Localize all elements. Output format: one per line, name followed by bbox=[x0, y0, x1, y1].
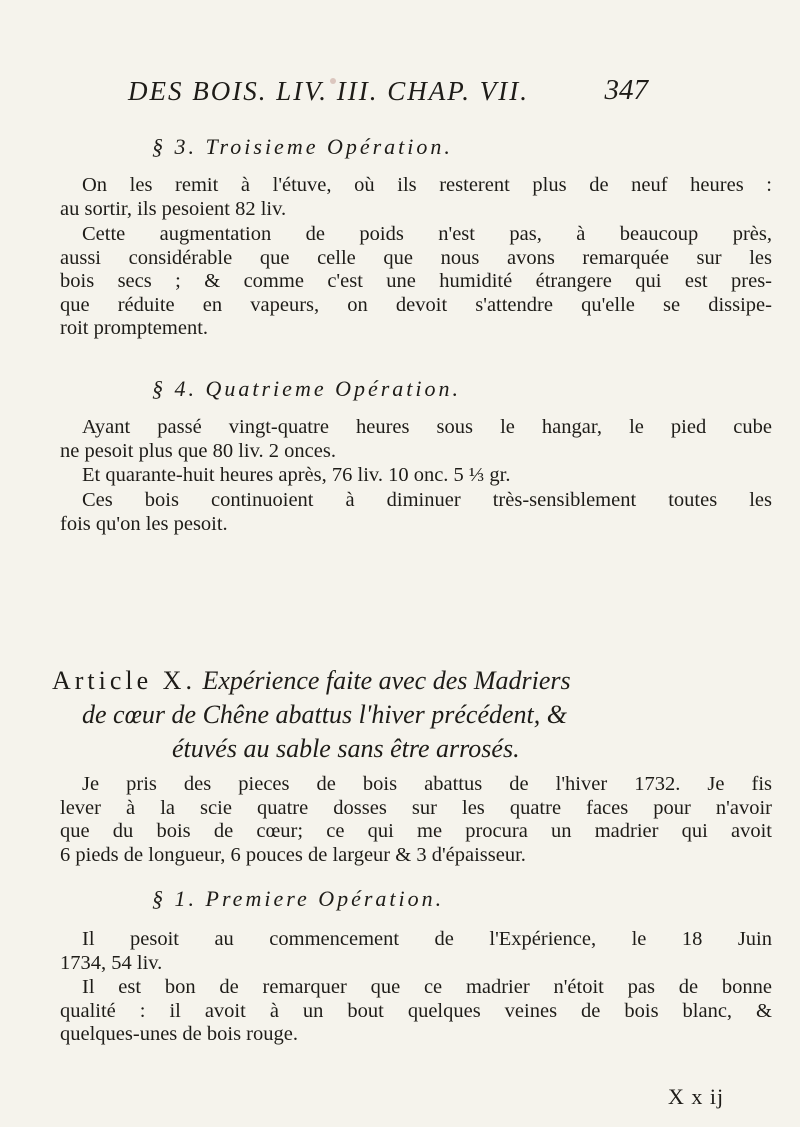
text-line: quelques-unes de bois rouge. bbox=[60, 1023, 298, 1045]
section-4-paragraph-1 bbox=[60, 416, 772, 463]
text-line: 1734, 54 liv. bbox=[60, 951, 163, 974]
text-line: lever à la scie quatre dosses sur les quatre faces pour n'avoir bbox=[60, 796, 772, 819]
text-line: Il pesoit au commencement de l'Expérience, le 18 Juin bbox=[82, 928, 772, 950]
article-paragraph-1 bbox=[60, 773, 772, 867]
article-heading bbox=[52, 664, 772, 766]
section-3-heading: § 3. Troisieme Opération. bbox=[152, 134, 453, 159]
text-line: 6 pieds de longueur, 6 pouces de largeur & 3 d'épaisseur. bbox=[60, 843, 526, 866]
section-3-paragraph-1 bbox=[60, 174, 772, 221]
article-title-line: étuvés au sable sans être arrosés. bbox=[172, 734, 520, 763]
article-title-line: de cœur de Chêne abattus l'hiver précédent, & bbox=[82, 700, 567, 729]
text-line: ne pesoit plus que 80 liv. 2 onces. bbox=[60, 439, 336, 462]
text-line: fois qu'on les pesoit. bbox=[60, 512, 228, 535]
text-line: On les remit à l'étuve, où ils resterent plus de neuf heures : bbox=[82, 174, 772, 196]
text-line: Je pris des pieces de bois abattus de l'hiver 1732. Je fis bbox=[82, 773, 772, 795]
text-line: roit promptement. bbox=[60, 317, 209, 339]
text-line: que réduite en vapeurs, on devoit s'attendre qu'elle se dissipe- bbox=[60, 293, 772, 316]
section-1-heading: § 1. Premiere Opération. bbox=[152, 886, 445, 911]
section-4-heading: § 4. Quatrieme Opération. bbox=[152, 376, 462, 401]
text-line: aussi considérable que celle que nous avons remarquée sur les bbox=[60, 246, 772, 269]
section-1-paragraph-2 bbox=[60, 976, 772, 1047]
article-title-line: Expérience faite avec des Madriers bbox=[202, 666, 571, 695]
text-line: Ces bois continuoient à diminuer très-sensiblement toutes les bbox=[82, 489, 772, 511]
section-4-paragraph-2 bbox=[60, 464, 772, 488]
running-title: DES BOIS. LIV. III. CHAP. VII. bbox=[128, 76, 529, 106]
text-line: qualité : il avoit à un bout quelques veines de bois blanc, & bbox=[60, 999, 772, 1022]
running-head bbox=[128, 72, 648, 112]
text-line: Et quarante-huit heures après, 76 liv. 10 onc. 5 ⅓ gr. bbox=[82, 464, 511, 486]
text-line: au sortir, ils pesoient 82 liv. bbox=[60, 197, 287, 220]
text-line: Cette augmentation de poids n'est pas, à beaucoup près, bbox=[82, 223, 772, 245]
page-number: 347 bbox=[604, 74, 648, 106]
text-line: Ayant passé vingt-quatre heures sous le hangar, le pied cube bbox=[82, 416, 772, 438]
text-line: que du bois de cœur; ce qui me procura un madrier qui avoit bbox=[60, 820, 772, 842]
text-line: Il est bon de remarquer que ce madrier n'étoit pas de bonne bbox=[82, 976, 772, 998]
signature-mark: X x ij bbox=[668, 1084, 725, 1109]
article-label: Article X. bbox=[52, 666, 196, 695]
section-1-paragraph-1 bbox=[60, 928, 772, 975]
article-heading-line-1 bbox=[52, 664, 772, 698]
section-3-paragraph-2 bbox=[60, 223, 772, 341]
text-line: bois secs ; & comme c'est une humidité étrangere qui est pres- bbox=[60, 270, 772, 292]
section-4-paragraph-3 bbox=[60, 489, 772, 536]
